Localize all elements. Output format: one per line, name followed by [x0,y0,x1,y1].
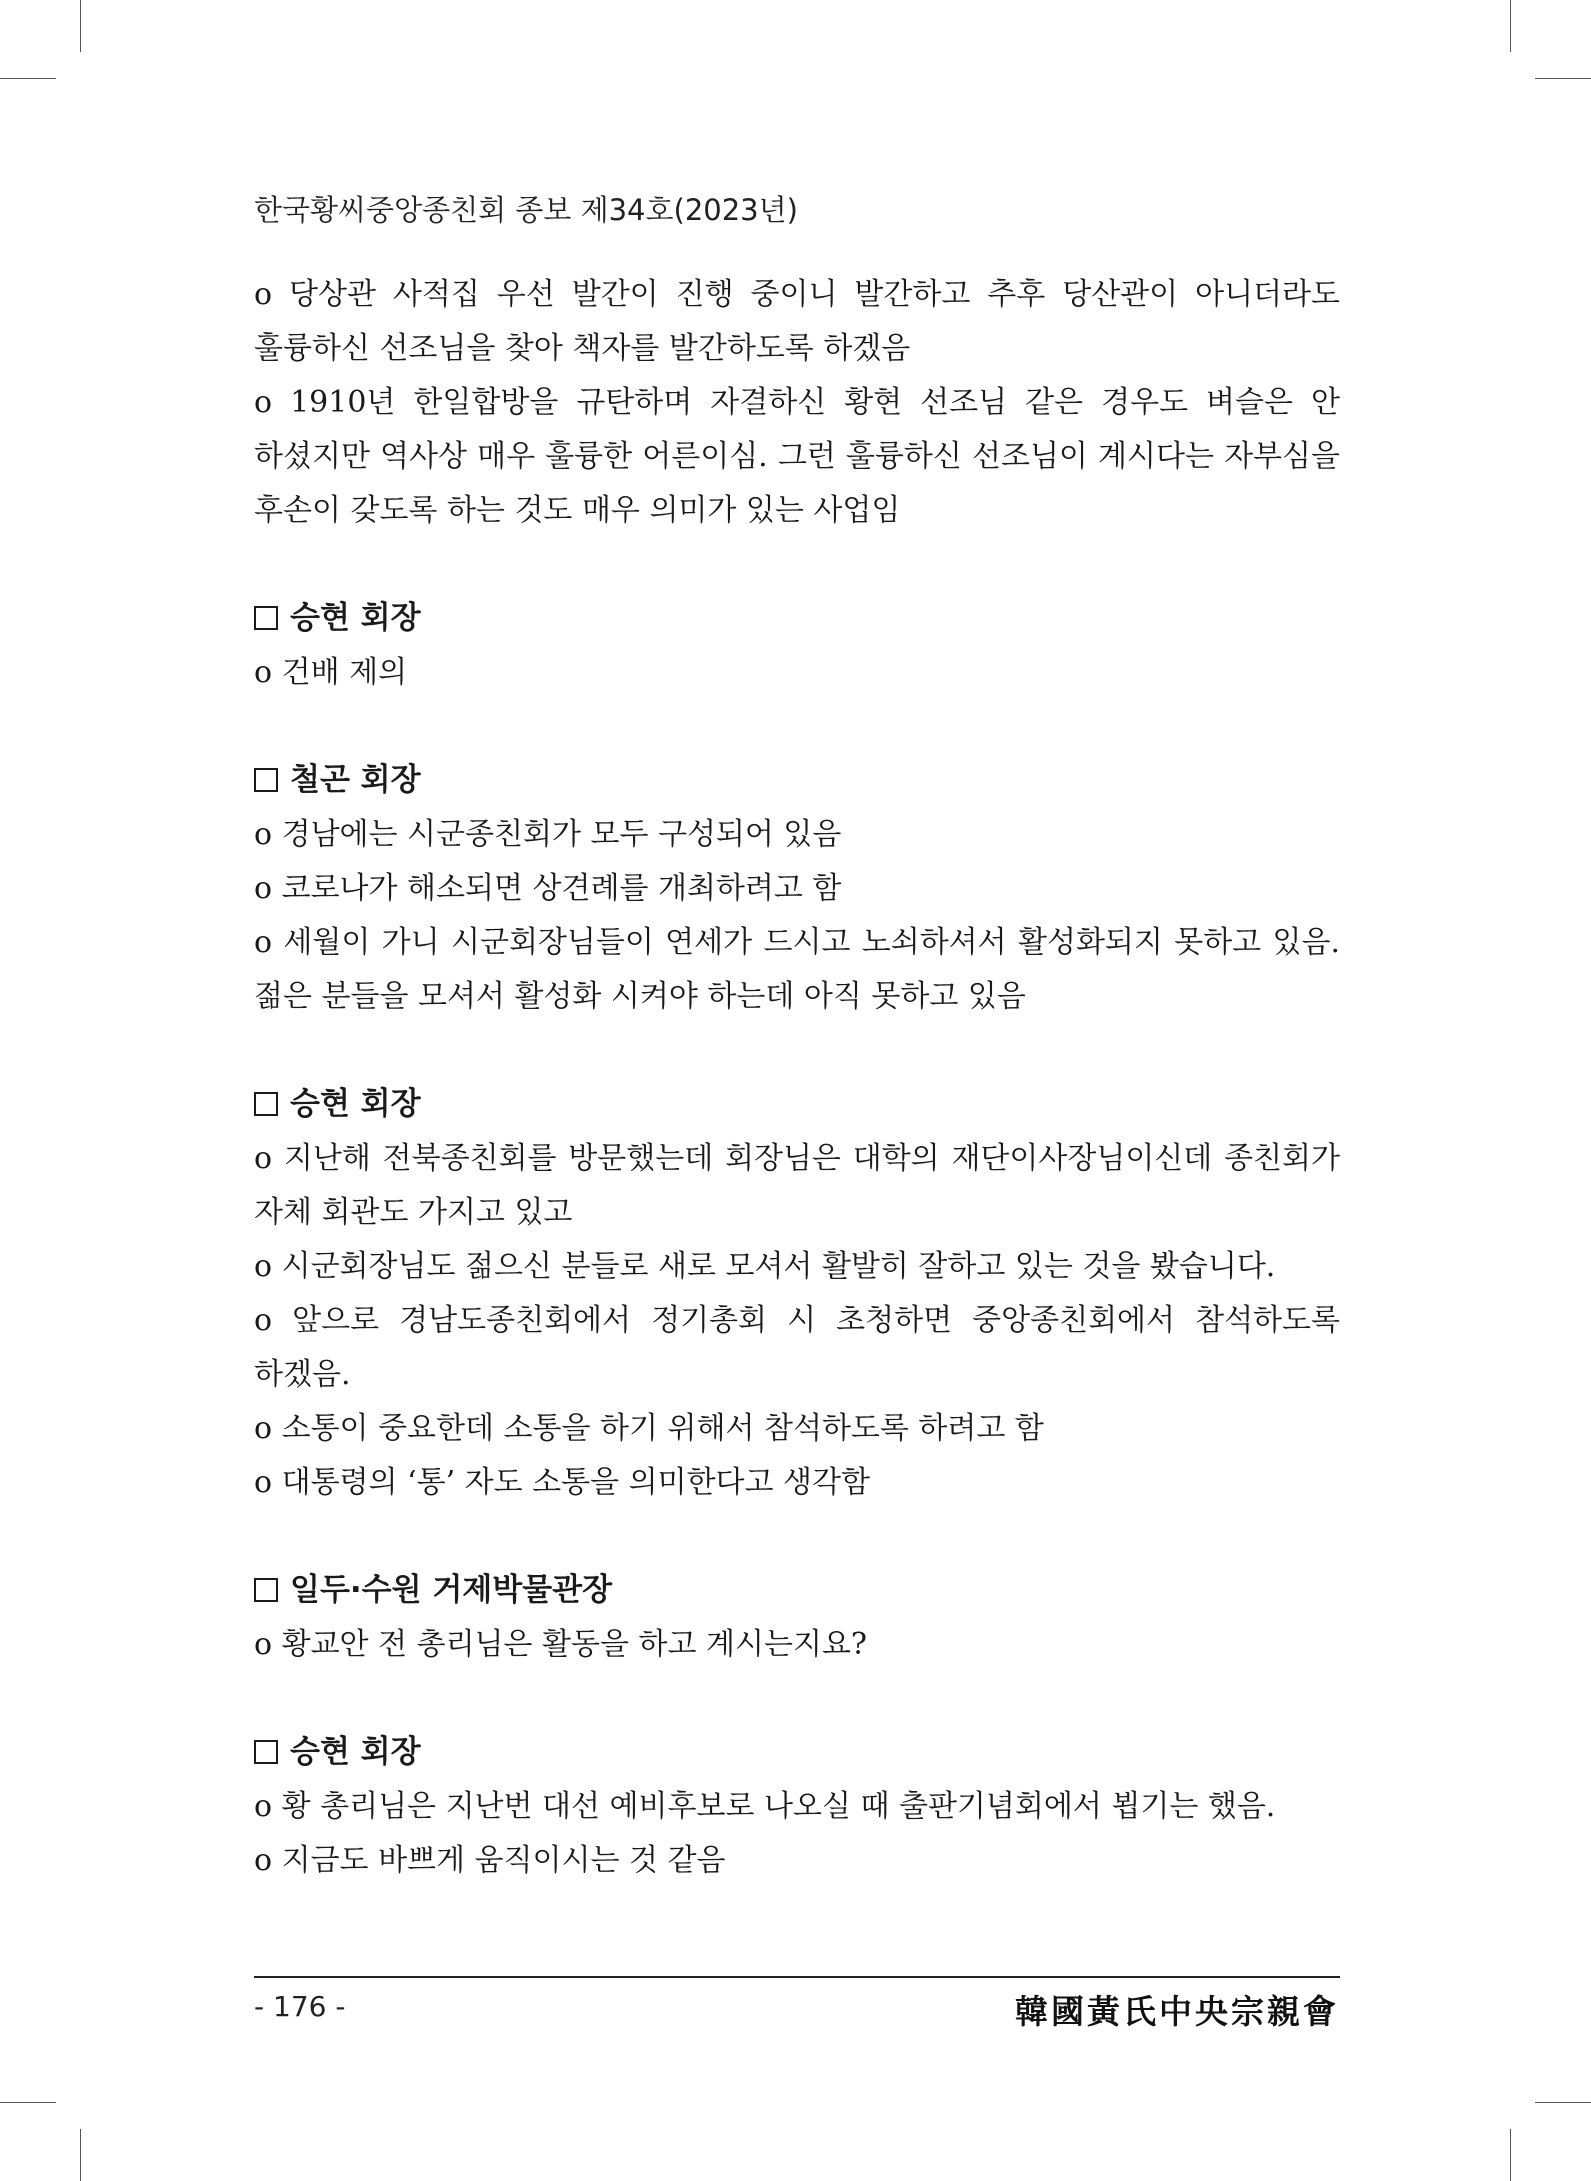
crop-mark [1510,2129,1511,2181]
bullet-line: o 앞으로 경남도종친회에서 정기총회 시 초청하면 중앙종친회에서 참석하도록 하겠음. [254,1303,1340,1392]
checkbox-square-icon [254,1092,278,1116]
speaker-name: 철곤 회장 [290,762,421,798]
checkbox-square-icon [254,606,278,630]
bullet-line: o 경남에는 시군종친회가 모두 구성되어 있음 [254,817,842,852]
intro-block [254,268,1340,538]
crop-mark [1535,78,1591,79]
speaker-name: 승현 회장 [290,1086,421,1122]
speaker-heading [254,1562,1340,1618]
speaker-section [254,752,1340,1024]
checkbox-square-icon [254,1740,278,1764]
bullet-line: o 황 총리님은 지난번 대선 예비후보로 나오실 때 출판기념회에서 뵙기는 했음. [254,1789,1276,1824]
crop-mark [0,2102,56,2103]
speaker-section [254,1724,1340,1888]
speaker-name: 일두·수원 거제박물관장 [290,1572,613,1608]
bullet-line: o 소통이 중요한데 소통을 하기 위해서 참석하도록 하려고 함 [254,1411,1044,1446]
bullet-line: o 지금도 바쁘게 움직이시는 것 같음 [254,1843,726,1878]
running-header: 한국황씨중앙종친회 종보 제34호(2023년) [254,193,798,227]
speaker-section [254,590,1340,700]
speaker-heading [254,1724,1340,1780]
crop-mark [1510,0,1511,52]
page-number: - 176 - [254,1990,346,2023]
checkbox-square-icon [254,768,278,792]
speaker-section [254,1562,1340,1672]
crop-mark [1535,2102,1591,2103]
bullet-line: o 코로나가 해소되면 상견례를 개최하려고 함 [254,871,842,906]
bullet-line: o 세월이 가니 시군회장님들이 연세가 드시고 노쇠하셔서 활성화되지 못하고 있음. 젊은 분들을 모셔서 활성화 시켜야 하는데 아직 못하고 있음 [254,925,1340,1014]
speaker-name: 승현 회장 [290,1734,421,1770]
speaker-heading [254,1076,1340,1132]
speaker-section [254,1076,1340,1510]
bullet-line: o 황교안 전 총리님은 활동을 하고 계시는지요? [254,1627,868,1662]
bullet-line: o 건배 제의 [254,655,408,690]
bullet-line: o 시군회장님도 젊으신 분들로 새로 모셔서 활발히 잘하고 있는 것을 봤습니다. [254,1249,1276,1284]
crop-mark [0,78,56,79]
organization-logo-text: 韓國黃氏中央宗親會 [1015,1992,1339,2031]
bullet-line: o 당상관 사적집 우선 발간이 진행 중이니 발간하고 추후 당산관이 아니더라도 훌륭하신 선조님을 찾아 책자를 발간하도록 하겠음 [254,277,1340,366]
crop-mark [80,0,81,52]
crop-mark [80,2129,81,2181]
page-body [254,268,1340,1888]
speaker-heading [254,590,1340,646]
checkbox-square-icon [254,1578,278,1602]
bullet-line: o 대통령의 ‘통’ 자도 소통을 의미한다고 생각함 [254,1465,870,1500]
speaker-name: 승현 회장 [290,600,421,636]
footer-rule [254,1976,1340,1978]
speaker-heading [254,752,1340,808]
bullet-line: o 1910년 한일합방을 규탄하며 자결하신 황현 선조님 같은 경우도 벼슬은 안 하셨지만 역사상 매우 훌륭한 어른이심. 그런 훌륭하신 선조님이 계시다는 자부심을 후손이 갖도록 하는 것도 매우 의미가 있는 사업임 [254,385,1340,528]
bullet-line: o 지난해 전북종친회를 방문했는데 회장님은 대학의 재단이사장님이신데 종친회가 자체 회관도 가지고 있고 [254,1141,1340,1230]
